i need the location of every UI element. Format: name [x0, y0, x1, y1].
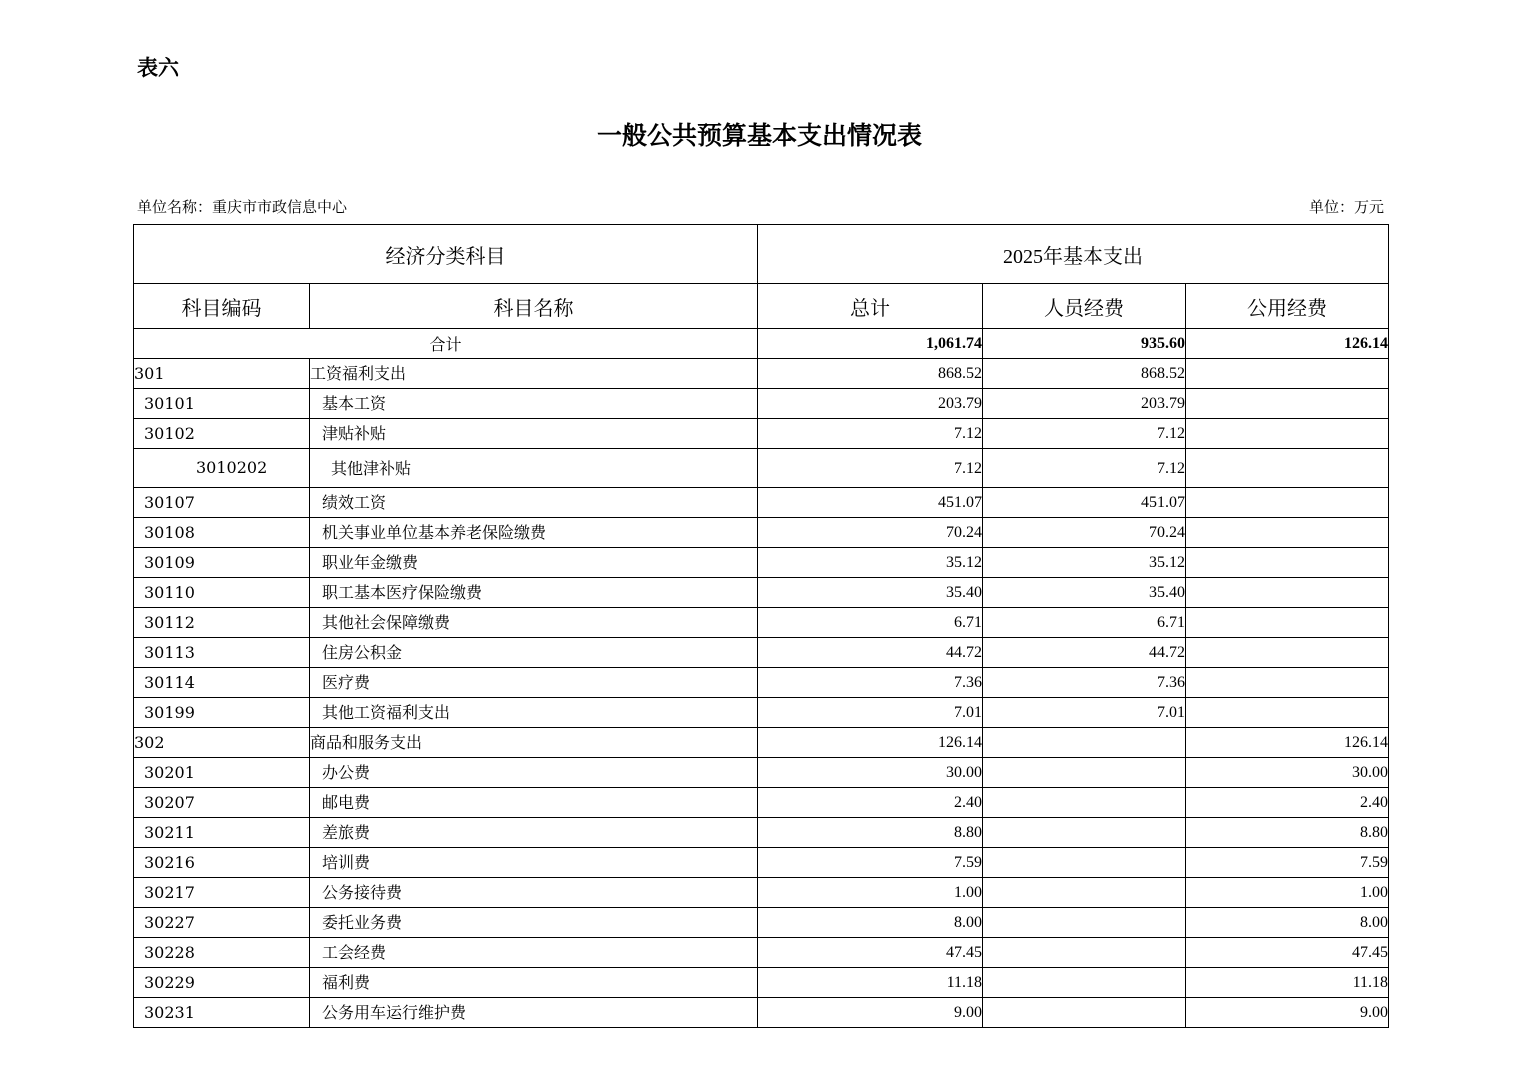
- table-row: [134, 878, 1389, 908]
- row-name-cell: 福利费: [310, 968, 758, 998]
- row-code-cell: 30112: [134, 608, 310, 638]
- table-row: [134, 788, 1389, 818]
- row-name-cell: 其他社会保障缴费: [310, 608, 758, 638]
- table-row: [134, 638, 1389, 668]
- row-total-cell: 868.52: [758, 359, 983, 389]
- row-public-cell: [1186, 389, 1389, 419]
- row-total-cell: 1.00: [758, 878, 983, 908]
- row-name-cell: 公务用车运行维护费: [310, 998, 758, 1028]
- row-total-cell: 6.71: [758, 608, 983, 638]
- row-name-cell: 住房公积金: [310, 638, 758, 668]
- row-personnel-cell: [983, 728, 1186, 758]
- table-row: [134, 968, 1389, 998]
- row-public-cell: [1186, 668, 1389, 698]
- header-group-row: [134, 225, 1389, 284]
- row-personnel-cell: 6.71: [983, 608, 1186, 638]
- total-label: 合计: [134, 329, 758, 359]
- row-public-cell: 47.45: [1186, 938, 1389, 968]
- row-public-cell: [1186, 578, 1389, 608]
- table-row: [134, 848, 1389, 878]
- row-name-cell: 津贴补贴: [310, 419, 758, 449]
- table-row: [134, 389, 1389, 419]
- row-public-cell: 30.00: [1186, 758, 1389, 788]
- budget-expenditure-table: [133, 224, 1389, 1028]
- row-total-cell: 203.79: [758, 389, 983, 419]
- total-sum-cell: 1,061.74: [758, 329, 983, 359]
- row-name-cell: 机关事业单位基本养老保险缴费: [310, 518, 758, 548]
- row-name-cell: 办公费: [310, 758, 758, 788]
- row-total-cell: 451.07: [758, 488, 983, 518]
- row-public-cell: [1186, 698, 1389, 728]
- row-code-cell: 30108: [134, 518, 310, 548]
- row-code-cell: 30201: [134, 758, 310, 788]
- row-total-cell: 35.12: [758, 548, 983, 578]
- row-public-cell: [1186, 548, 1389, 578]
- table-row: [134, 449, 1389, 488]
- unit-name-label: 单位名称：重庆市市政信息中心: [137, 198, 348, 216]
- column-header-public: 公用经费: [1186, 284, 1389, 329]
- row-code-cell: 30229: [134, 968, 310, 998]
- row-total-cell: 7.36: [758, 668, 983, 698]
- row-code-cell: 30107: [134, 488, 310, 518]
- row-total-cell: 7.12: [758, 419, 983, 449]
- row-name-cell: 工资福利支出: [310, 359, 758, 389]
- row-total-cell: 35.40: [758, 578, 983, 608]
- column-header-total: 总计: [758, 284, 983, 329]
- table-row: [134, 578, 1389, 608]
- row-personnel-cell: 868.52: [983, 359, 1186, 389]
- total-personnel-cell: 935.60: [983, 329, 1186, 359]
- row-total-cell: 7.12: [758, 449, 983, 488]
- row-personnel-cell: 44.72: [983, 638, 1186, 668]
- currency-unit-label: 单位：万元: [1308, 198, 1384, 216]
- table-row: [134, 998, 1389, 1028]
- row-total-cell: 8.80: [758, 818, 983, 848]
- table-row: [134, 938, 1389, 968]
- row-public-cell: 2.40: [1186, 788, 1389, 818]
- row-code-cell: 30114: [134, 668, 310, 698]
- row-total-cell: 7.59: [758, 848, 983, 878]
- row-total-cell: 70.24: [758, 518, 983, 548]
- row-total-cell: 8.00: [758, 908, 983, 938]
- row-total-cell: 2.40: [758, 788, 983, 818]
- row-personnel-cell: [983, 818, 1186, 848]
- table-row: [134, 698, 1389, 728]
- row-public-cell: [1186, 608, 1389, 638]
- row-public-cell: [1186, 419, 1389, 449]
- row-personnel-cell: [983, 968, 1186, 998]
- row-name-cell: 其他工资福利支出: [310, 698, 758, 728]
- row-name-cell: 委托业务费: [310, 908, 758, 938]
- column-header-personnel: 人员经费: [983, 284, 1186, 329]
- table-row: [134, 908, 1389, 938]
- row-personnel-cell: 7.12: [983, 419, 1186, 449]
- row-code-cell: 30231: [134, 998, 310, 1028]
- row-name-cell: 邮电费: [310, 788, 758, 818]
- row-code-cell: 302: [134, 728, 310, 758]
- row-total-cell: 47.45: [758, 938, 983, 968]
- row-total-cell: 7.01: [758, 698, 983, 728]
- row-code-cell: 30199: [134, 698, 310, 728]
- column-header-name: 科目名称: [310, 284, 758, 329]
- row-code-cell: 30211: [134, 818, 310, 848]
- row-public-cell: 126.14: [1186, 728, 1389, 758]
- row-total-cell: 9.00: [758, 998, 983, 1028]
- row-personnel-cell: [983, 908, 1186, 938]
- row-name-cell: 职业年金缴费: [310, 548, 758, 578]
- row-code-cell: 30227: [134, 908, 310, 938]
- table-row: [134, 488, 1389, 518]
- table-number-label: 表六: [137, 56, 179, 80]
- row-personnel-cell: 451.07: [983, 488, 1186, 518]
- row-personnel-cell: 35.12: [983, 548, 1186, 578]
- row-public-cell: 11.18: [1186, 968, 1389, 998]
- row-code-cell: 30113: [134, 638, 310, 668]
- row-name-cell: 职工基本医疗保险缴费: [310, 578, 758, 608]
- row-public-cell: [1186, 449, 1389, 488]
- row-personnel-cell: [983, 938, 1186, 968]
- row-name-cell: 培训费: [310, 848, 758, 878]
- row-personnel-cell: 70.24: [983, 518, 1186, 548]
- table-row: [134, 668, 1389, 698]
- row-public-cell: [1186, 359, 1389, 389]
- row-name-cell: 商品和服务支出: [310, 728, 758, 758]
- row-public-cell: [1186, 518, 1389, 548]
- table-row: [134, 548, 1389, 578]
- row-public-cell: 7.59: [1186, 848, 1389, 878]
- row-personnel-cell: 35.40: [983, 578, 1186, 608]
- row-personnel-cell: 203.79: [983, 389, 1186, 419]
- row-name-cell: 绩效工资: [310, 488, 758, 518]
- table-row: [134, 359, 1389, 389]
- row-code-cell: 30207: [134, 788, 310, 818]
- page-title: 一般公共预算基本支出情况表: [596, 121, 922, 150]
- row-name-cell: 差旅费: [310, 818, 758, 848]
- row-public-cell: [1186, 638, 1389, 668]
- header-column-row: [134, 284, 1389, 329]
- row-name-cell: 工会经费: [310, 938, 758, 968]
- row-name-cell: 其他津补贴: [310, 449, 758, 488]
- row-personnel-cell: [983, 848, 1186, 878]
- row-code-cell: 30102: [134, 419, 310, 449]
- row-total-cell: 11.18: [758, 968, 983, 998]
- row-personnel-cell: [983, 788, 1186, 818]
- row-name-cell: 基本工资: [310, 389, 758, 419]
- table-row: [134, 758, 1389, 788]
- row-code-cell: 30110: [134, 578, 310, 608]
- row-code-cell: 30109: [134, 548, 310, 578]
- row-code-cell: 30216: [134, 848, 310, 878]
- row-public-cell: 9.00: [1186, 998, 1389, 1028]
- row-personnel-cell: [983, 998, 1186, 1028]
- row-public-cell: 8.80: [1186, 818, 1389, 848]
- row-public-cell: [1186, 488, 1389, 518]
- row-personnel-cell: [983, 758, 1186, 788]
- row-code-cell: 30101: [134, 389, 310, 419]
- row-public-cell: 8.00: [1186, 908, 1389, 938]
- table-row: [134, 518, 1389, 548]
- total-public-cell: 126.14: [1186, 329, 1389, 359]
- table-row: [134, 728, 1389, 758]
- row-public-cell: 1.00: [1186, 878, 1389, 908]
- header-basic-expenditure-year: 2025年基本支出: [758, 225, 1389, 284]
- table-row: [134, 419, 1389, 449]
- table-row: [134, 818, 1389, 848]
- total-row: [134, 329, 1389, 359]
- row-personnel-cell: [983, 878, 1186, 908]
- row-total-cell: 126.14: [758, 728, 983, 758]
- row-name-cell: 公务接待费: [310, 878, 758, 908]
- row-code-cell: 30228: [134, 938, 310, 968]
- column-header-code: 科目编码: [134, 284, 310, 329]
- row-personnel-cell: 7.12: [983, 449, 1186, 488]
- row-code-cell: 301: [134, 359, 310, 389]
- row-total-cell: 30.00: [758, 758, 983, 788]
- row-personnel-cell: 7.36: [983, 668, 1186, 698]
- row-code-cell: 3010202: [134, 449, 310, 488]
- row-personnel-cell: 7.01: [983, 698, 1186, 728]
- row-code-cell: 30217: [134, 878, 310, 908]
- header-economic-classification: 经济分类科目: [134, 225, 758, 284]
- row-name-cell: 医疗费: [310, 668, 758, 698]
- row-total-cell: 44.72: [758, 638, 983, 668]
- table-row: [134, 608, 1389, 638]
